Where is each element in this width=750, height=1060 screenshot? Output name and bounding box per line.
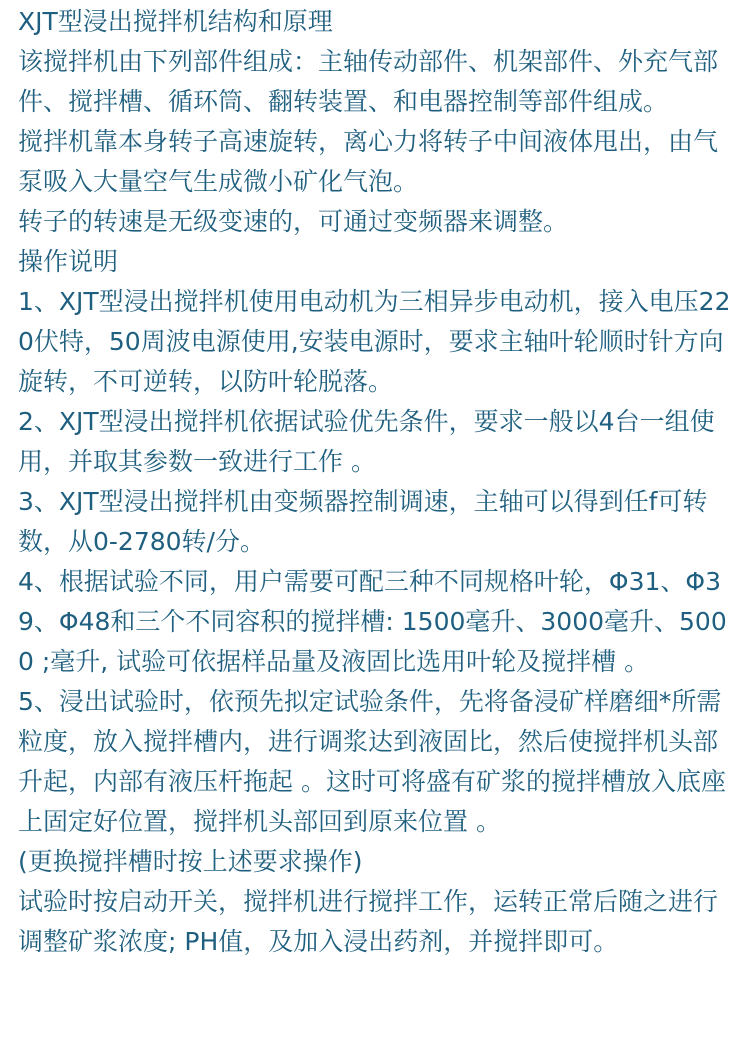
instruction-item-2: 2、XJT型浸出搅拌机依据试验优先条件，要求一般以4台一组使用，并取其参数一致进行工作 。 <box>18 407 715 476</box>
paragraph-components: 该搅拌机由下列部件组成：主轴传动部件、机架部件、外充气部件、搅拌槽、循环筒、翻转装置、和电器控制等部件组成。 <box>18 47 719 116</box>
instruction-item-5: 5、浸出试验时，依预先拟定试验条件，先将备浸矿样磨细*所需粒度，放入搅拌槽内，进行调浆达到液固比，然后使搅拌机头部升起，内部有液压杆拖起 。这时可将盛有矿浆的搅拌槽放入底座上固定好位置，搅拌机头部回到原来位置 。 <box>18 687 726 836</box>
document-title: XJT型浸出搅拌机结构和原理 <box>18 7 333 36</box>
instruction-item-3: 3、XJT型浸出搅拌机由变频器控制调速，主轴可以得到任f可转数，从0-2780转/分。 <box>18 487 708 556</box>
instruction-item-4: 4、根据试验不同，用户需要可配三种不同规格叶轮，Φ31、Φ39、Φ48和三个不同容积的搅拌槽: 1500毫升、3000毫升、5000 ;毫升, 试验可依据样品量及液固比选用叶轮及搅拌槽 。 <box>18 567 727 676</box>
paragraph-start-operation: 试验时按启动开关，搅拌机进行搅拌工作，运转正常后随之进行调整矿浆浓度; PH值，及加入浸出药剂，并搅拌即可。 <box>18 887 719 956</box>
section-heading-operation: 操作说明 <box>18 247 119 276</box>
paragraph-principle: 搅拌机靠本身转子高速旋转，离心力将转子中间液体甩出，由气泵吸入大量空气生成微小矿化气泡。 <box>18 127 719 196</box>
note-replace-tank: (更换搅拌槽时按上述要求操作) <box>18 847 363 876</box>
paragraph-speed: 转子的转速是无级变速的，可通过变频器来调整。 <box>18 207 569 236</box>
instruction-item-1: 1、XJT型浸出搅拌机使用电动机为三相异步电动机，接入电压220伏特，50周波电源使用,安装电源时，要求主轴叶轮顺时针方向旋转，不可逆转，以防叶轮脱落。 <box>18 287 731 396</box>
